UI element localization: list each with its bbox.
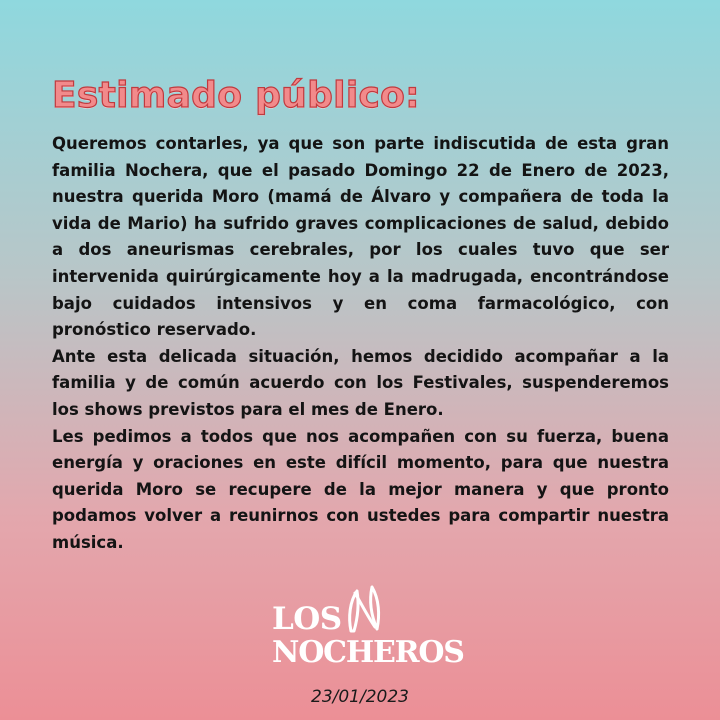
statement-paragraph-1: Queremos contarles, ya que son parte indiscutida de esta gran familia Nochera, que el pasado Domingo 22 de Enero de 2023, nuestra querida Moro (mamá de Álvaro y compañera de toda la vida de Mario) ha sufrido graves complicaciones de salud, debido a dos aneurismas cerebrales, por los cuales tuvo que ser intervenida quirúrgicamente hoy a la madrugada, encontrándose bajo cuidados intensivos y en coma farmacológico, con pronóstico reservado.	[52, 134, 669, 340]
statement-paragraph-3: Les pedimos a todos que nos acompañen con su fuerza, buena energía y oraciones en este difícil momento, para que nuestra querida Moro se recupere de la mejor manera y que pronto podamos volver a reunirnos con ustedes para compartir nuestra música.	[52, 426, 669, 552]
logo-text-los: LOS	[272, 601, 342, 637]
los-nocheros-logo	[272, 583, 472, 673]
logo-text-nocheros: NOCHEROS	[272, 635, 464, 670]
statement-paragraph-2: Ante esta delicada situación, hemos decidido acompañar a la familia y de común acuerdo con los Festivales, suspenderemos los shows previstos para el mes de Enero.	[52, 346, 669, 419]
statement-body	[52, 131, 669, 557]
page-title: Estimado público:	[52, 75, 420, 116]
statement-date: 23/01/2023	[311, 687, 409, 707]
leaf-n-icon	[342, 583, 388, 635]
